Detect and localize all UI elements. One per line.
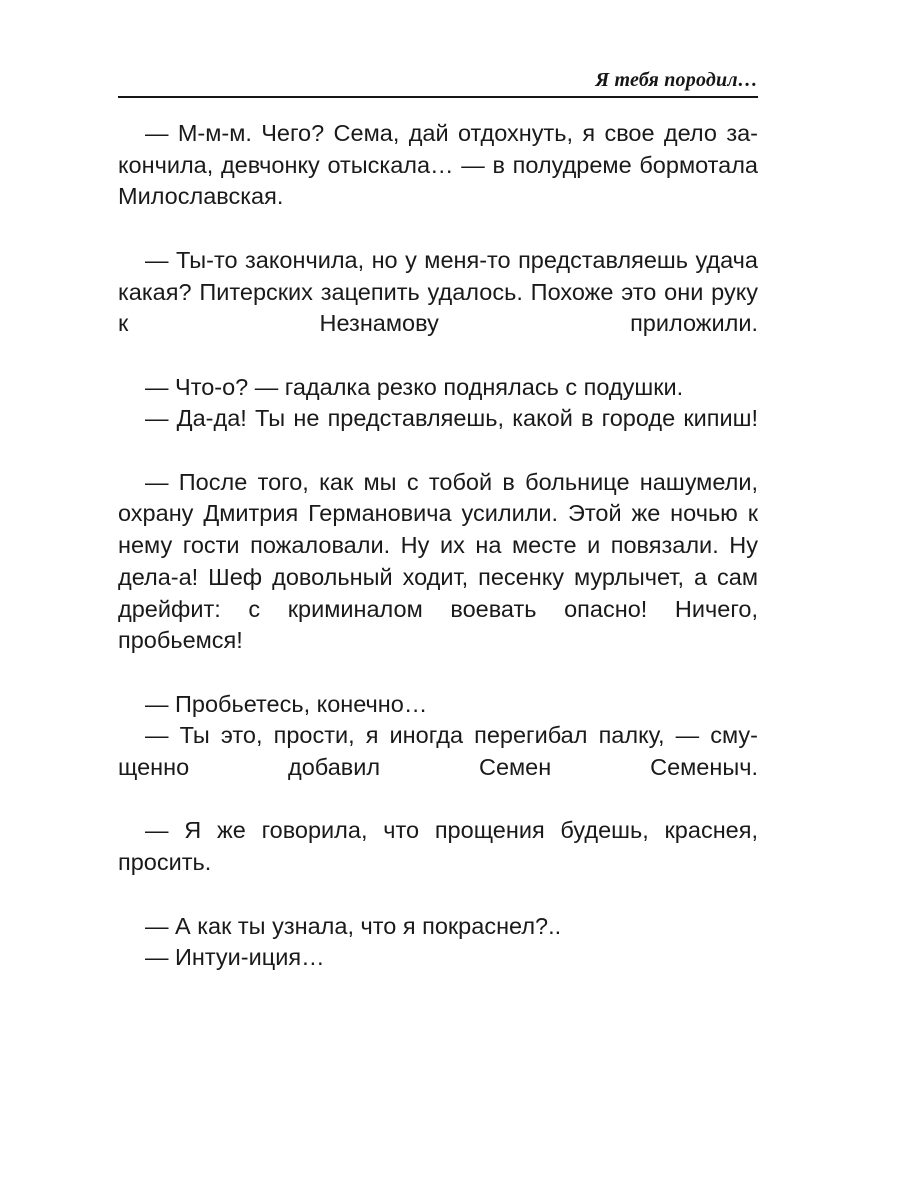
paragraph: — Ты это, прости, я иногда перегибал палку, — смущенно добавил Семен Семеныч. — [118, 722, 758, 781]
running-head-title: Я тебя породил… — [595, 69, 758, 91]
paragraph: — Что-о? — гадалка резко поднялась с подушки. — [145, 373, 684, 400]
paragraph: — После того, как мы с тобой в больнице нашумели, охрану Дмитрия Германовича усилили. Этой же ночью к нему гости пожаловали. Ну их на месте и повязали. Ну дела-а! Шеф довольный ходит, песенку мурлычет, а сам дрейфит: с криминалом воевать опасно! Ничего, пробьемся! — [118, 468, 758, 654]
body-text-block — [118, 118, 758, 974]
paragraph: — А как ты узнала, что я покраснел?.. — [145, 912, 562, 939]
page-content-column — [118, 68, 758, 974]
paragraph: — Интуи-иция… — [145, 944, 325, 971]
paragraph: — М-м-м. Чего? Сема, дай отдохнуть, я свое дело закончила, девчонку отыскала… — в полудреме бормотала Милославская. — [118, 120, 758, 210]
header-divider-rule — [118, 96, 758, 98]
paragraph: — Ты-то закончила, но у меня-то представляешь удача какая? Питерских зацепить удалось. Похоже это они руку к Незнамову приложили. — [118, 246, 758, 337]
paragraph: — Да-да! Ты не представляешь, какой в городе кипиш! — [145, 405, 758, 432]
paragraph: — Я же говорила, что прощения будешь, краснея, просить. — [118, 817, 758, 876]
paragraph: — Пробьетесь, конечно… — [145, 690, 428, 717]
